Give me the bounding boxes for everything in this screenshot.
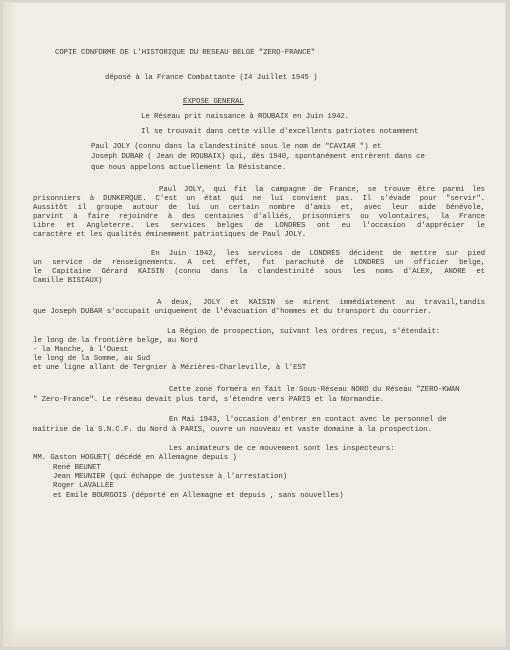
- paper-fold-shadow: [3, 2, 17, 647]
- paragraph-3: [33, 186, 485, 240]
- paragraph-7-line-1: Cette zone formera en fait le Sous-Réseau NORD du Réseau "ZERO-KWAN: [169, 386, 460, 394]
- document-page: [3, 2, 506, 647]
- paragraph-4-line-1: En Juin 1942, les services de LONDRES décident de mettre sur pied: [151, 250, 485, 258]
- inspector-list-item: Jean MEUNIER (qui échappe de justesse à l'arrestation): [53, 473, 288, 481]
- paragraph-3-line-2: prisonniers à DUNKERQUE. C'est un état qui ne lui convient pas. Il s'évade pour "servir".: [33, 195, 485, 203]
- paragraph-5-line-2: que Joseph DUBAR s'occupait uniquement de l'évacuation d'hommes et du transport du courrier.: [33, 308, 432, 316]
- paragraph-4-line-3: le Capitaine Gérard KAISIN (connu dans la clandestinité sous les noms d'ALEX, ANDRE et: [33, 268, 485, 276]
- paragraph-4-line-4: Camille BISIAUX): [33, 277, 103, 285]
- paragraph-1-line-2: Il se trouvait dans cette ville d'excellents patriotes notamment: [141, 128, 419, 136]
- paragraph-6-line-2: le long de la frontière belge, au Nord: [33, 337, 198, 345]
- paragraph-5: [33, 299, 485, 317]
- section-title: EXPOSE GENERAL: [183, 98, 244, 106]
- paragraph-8-line-2: maîtrise de la S.N.C.F. du Nord à PARIS, ouvre un nouveau et vaste domaine à la prospection.: [33, 426, 432, 434]
- paragraph-6-line-3: - la Manche, à l'Ouest: [33, 346, 129, 354]
- paragraph-8-line-1: En Mai 1943, l'occasion d'entrer en contact avec le personnel de: [169, 416, 447, 424]
- paragraph-2-line-1: Paul JOLY (connu dans la clandestinité sous le nom de "CAVIAR ") et: [91, 143, 382, 151]
- inspector-list-item: MM. Gaston HOGUET( décédé en Allemagne depuis ): [33, 454, 237, 462]
- paragraph-2-line-2: Joseph DUBAR ( Jean de ROUBAIX) qui, dès 1940, spontanément entrèrent dans ce: [91, 153, 425, 161]
- inspector-list-item: et Emile BOURGOIS (déporté en Allemagne et depuis , sans nouvelles): [53, 492, 344, 500]
- paragraph-4-line-2: un service de renseignements. A cet effet, fut parachuté de LONDRES un officier belge,: [33, 259, 485, 267]
- paragraph-6-line-5: et une ligne allant de Tergnier à Mézières-Charleville, à l'EST: [33, 364, 307, 372]
- paragraph-1-line-1: Le Réseau prit naissance à ROUBAIX en Juin 1942.: [141, 113, 350, 121]
- paragraph-3-line-3: Aussitôt il groupe autour de lui un certain nombre d'amis et, avec leur aide bénévole,: [33, 204, 485, 212]
- paragraph-2-line-3: que nous appelons actuellement la Résistance.: [91, 164, 287, 172]
- paragraph-4: [33, 250, 485, 286]
- paper-bottom-edge: [3, 625, 506, 647]
- document-heading: COPIE CONFORME DE L'HISTORIQUE DU RESEAU BELGE "ZERO-FRANCE": [55, 49, 316, 57]
- paragraph-6-line-1: La Région de prospection, suivant les ordres reçus, s'étendait:: [167, 328, 441, 336]
- document-subheading: déposé à la France Combattante (I4 Juillet 1945 ): [105, 74, 318, 82]
- paragraph-3-line-4: parvint à faire rejoindre à des centaines d'alliés, prisonniers ou volontaires, la France: [33, 213, 485, 221]
- paragraph-3-line-1: Paul JOLY, qui fit la campagne de France, se trouve être parmi les: [159, 186, 485, 194]
- paragraph-7-line-2: " Zero-France". Le réseau devait plus tard, s'étendre vers PARIS et la Normandie.: [33, 396, 385, 404]
- paragraph-9-line-1: Les animateurs de ce mouvement sont les inspecteurs:: [169, 445, 395, 453]
- paragraph-3-line-6: caractère et les qualités éminemment patriotiques de Paul JOLY.: [33, 231, 307, 239]
- paragraph-5-line-1: A deux, JOLY et KAISIN se mirent immédiatement au travail,tandis: [157, 299, 485, 307]
- inspector-list-item: Roger LAVALLEE: [53, 482, 114, 490]
- paragraph-6-line-4: le long de la Somme, au Sud: [33, 355, 151, 363]
- paragraph-3-line-5: Libre et Angleterre. Les services belges de LONDRES ont eu l'occasion d'apprécier le: [33, 222, 485, 230]
- inspector-list-item: René BEUNET: [53, 464, 101, 472]
